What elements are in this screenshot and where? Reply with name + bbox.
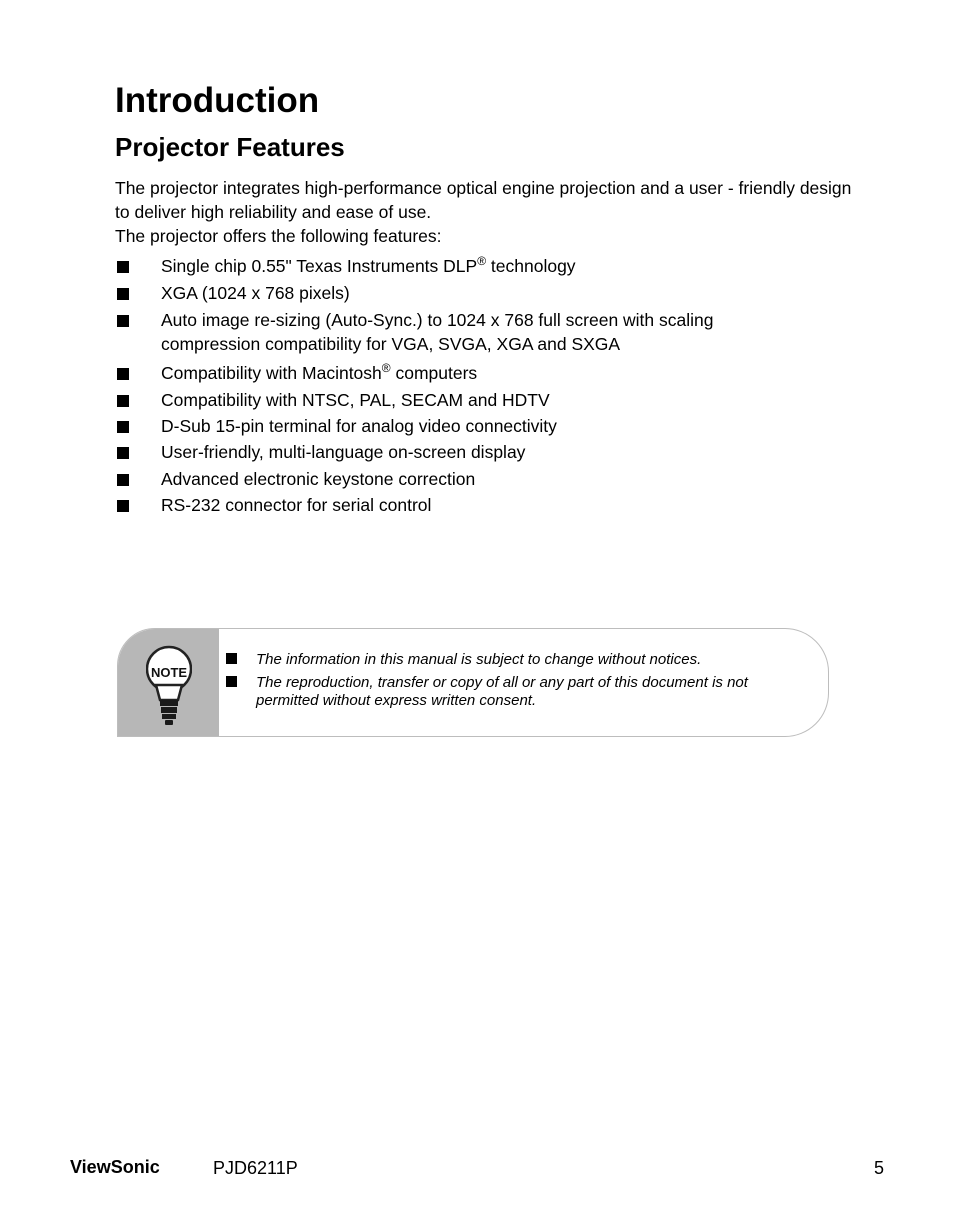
page-title: Introduction [115, 81, 320, 120]
feature-item [115, 281, 855, 305]
square-bullet-icon [117, 288, 129, 300]
square-bullet-icon [117, 368, 129, 380]
footer-brand: ViewSonic [70, 1157, 160, 1177]
page-number: 5 [873, 1158, 884, 1178]
footer-model: PJD6211P [213, 1158, 298, 1178]
feature-text: Advanced electronic keystone correction [161, 469, 476, 489]
feature-text: D-Sub 15-pin terminal for analog video connectivity [161, 416, 557, 436]
square-bullet-icon [117, 261, 129, 273]
lightbulb-note-icon [146, 642, 192, 728]
feature-text: XGA (1024 x 768 pixels) [161, 283, 350, 303]
note-box [117, 628, 829, 737]
feature-list [115, 254, 855, 517]
feature-item [115, 440, 855, 464]
square-bullet-icon [117, 421, 129, 433]
section-title: Projector Features [115, 132, 345, 162]
intro-line: The projector offers the following features: [115, 226, 442, 246]
intro-paragraph [115, 176, 855, 248]
note-icon-label: NOTE [150, 665, 188, 680]
feature-text: Compatibility with NTSC, PAL, SECAM and HDTV [161, 390, 550, 410]
square-bullet-icon [226, 653, 237, 664]
note-text: The information in this manual is subject to change without notices. [256, 651, 702, 668]
feature-text: User-friendly, multi-language on-screen display [161, 442, 526, 462]
feature-text-suffix: computers [390, 363, 478, 383]
square-bullet-icon [226, 676, 237, 687]
feature-item [115, 493, 855, 517]
registered-mark: ® [381, 361, 391, 375]
feature-text: Compatibility with Macintosh [161, 363, 382, 383]
feature-text: Auto image re-sizing (Auto-Sync.) to 1024 x 768 full screen with scaling compression compatibility for VGA, SVGA, XGA and SXGA [161, 310, 714, 354]
square-bullet-icon [117, 395, 129, 407]
feature-text: Single chip 0.55" Texas Instruments DLP [161, 256, 478, 276]
note-item [226, 651, 786, 669]
square-bullet-icon [117, 447, 129, 459]
square-bullet-icon [117, 474, 129, 486]
feature-item [115, 361, 855, 385]
feature-item [115, 467, 855, 491]
registered-mark: ® [477, 254, 487, 268]
feature-text-suffix: technology [486, 256, 576, 276]
square-bullet-icon [117, 315, 129, 327]
feature-item [115, 388, 855, 412]
intro-line: The projector integrates high-performance optical engine projection and a user - friendly design to deliver high reliability and ease of use. [115, 178, 852, 222]
note-list [226, 651, 786, 715]
feature-item [115, 308, 855, 356]
feature-item [115, 254, 855, 278]
note-item [226, 674, 786, 710]
note-icon-panel [118, 629, 219, 736]
feature-item [115, 414, 855, 438]
square-bullet-icon [117, 500, 129, 512]
note-text: The reproduction, transfer or copy of all or any part of this document is not permitted without express written consent. [256, 674, 748, 709]
feature-text: RS-232 connector for serial control [161, 495, 432, 515]
